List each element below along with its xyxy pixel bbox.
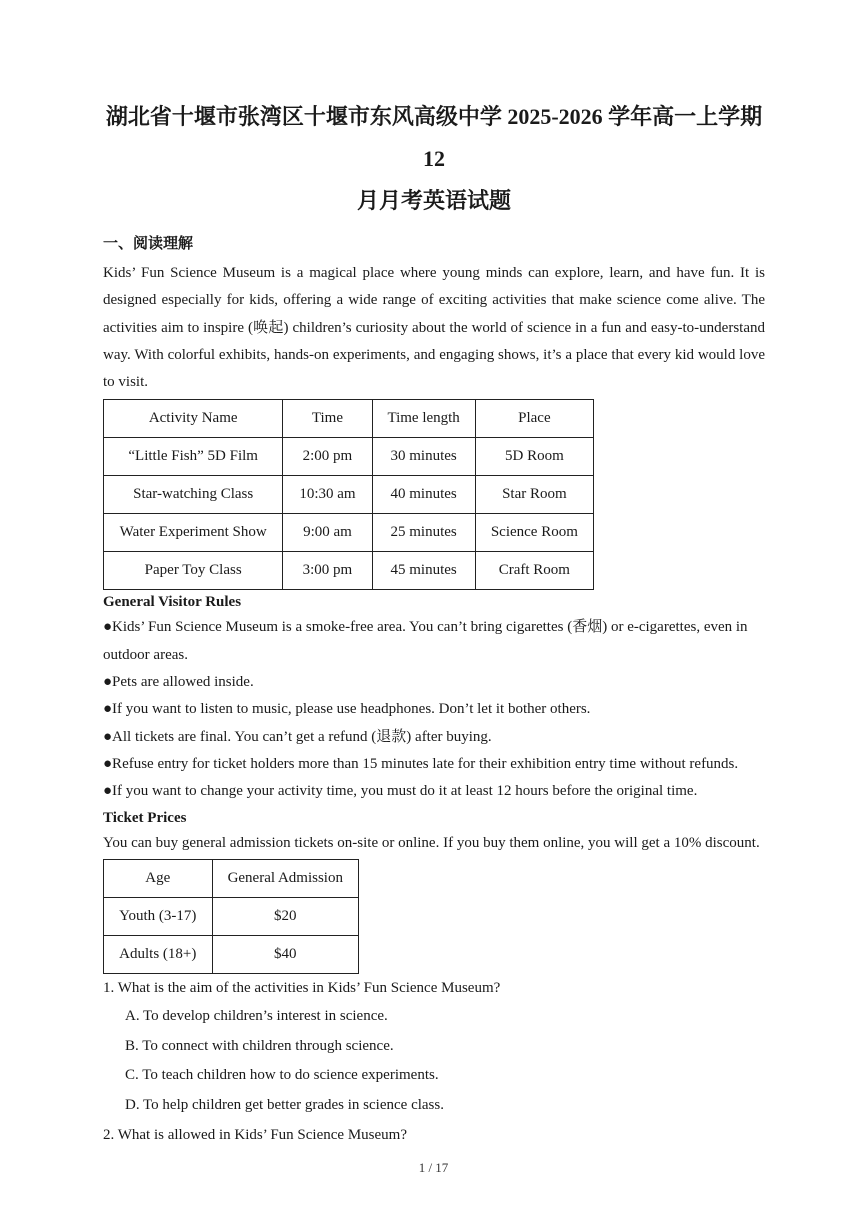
table-cell: Star-watching Class [104,476,283,514]
page-number: 1 / 17 [418,1160,449,1175]
table-header-row [104,400,594,438]
table-cell: $20 [212,897,358,935]
section-heading: 一、阅读理解 [103,236,194,252]
table-header-row [104,859,359,897]
option-c: C. To teach children how to do science experiments. [125,1067,439,1084]
table-cell: 45 minutes [372,552,475,590]
intro-paragraph: Kids’ Fun Science Museum is a magical place where young minds can explore, learn, and have fun. It is designed especially for kids, offering a wide range of exciting activities that make science come alive. The activities aim to inspire (唤起) children’s curiosity about the world of science in a fun and easy-to-understand way. With colorful exhibits, hands-on experiments, and engaging shows, it’s a place that every kid would love to visit. [103,265,765,391]
table-header-cell: General Admission [212,859,358,897]
table-cell: $40 [212,935,358,973]
table-cell: Craft Room [475,552,593,590]
question-1-options [103,1002,765,1121]
table-cell: 10:30 am [283,476,372,514]
table-row [104,476,594,514]
table-cell: Paper Toy Class [104,552,283,590]
rules-list [103,614,765,805]
table-cell: 25 minutes [372,514,475,552]
table-cell: 9:00 am [283,514,372,552]
table-row [104,514,594,552]
table-cell: Youth (3-17) [104,897,213,935]
ticket-heading: Ticket Prices [103,809,187,826]
table-cell: Science Room [475,514,593,552]
document-title [103,96,765,222]
table-cell: Star Room [475,476,593,514]
option-b: B. To connect with children through science. [125,1037,394,1054]
document-page [103,96,765,1149]
table-row [104,897,359,935]
table-cell: 5D Room [475,438,593,476]
table-cell: “Little Fish” 5D Film [104,438,283,476]
option-d: D. To help children get better grades in science class. [125,1096,444,1113]
table-cell: 40 minutes [372,476,475,514]
question-2: 2. What is allowed in Kids’ Fun Science Museum? [103,1126,407,1143]
table-row [104,552,594,590]
title-line-2: 月月考英语试题 [356,188,511,213]
rule-item: ●Pets are allowed inside. [103,674,254,691]
table-cell: 2:00 pm [283,438,372,476]
title-line-1: 湖北省十堰市张湾区十堰市东风高级中学 2025-2026 学年高一上学期 12 [105,104,763,171]
table-header-cell: Time [283,400,372,438]
table-header-cell: Time length [372,400,475,438]
rule-item: ●If you want to listen to music, please use headphones. Don’t let it bother others. [103,701,591,718]
table-cell: Water Experiment Show [104,514,283,552]
table-cell: 30 minutes [372,438,475,476]
table-header-cell: Place [475,400,593,438]
question-1: 1. What is the aim of the activities in Kids’ Fun Science Museum? [103,979,501,996]
option-a: A. To develop children’s interest in science. [125,1007,388,1024]
rule-item: ●All tickets are final. You can’t get a refund (退款) after buying. [103,728,492,745]
rules-heading: General Visitor Rules [103,594,242,611]
rule-item: ●Refuse entry for ticket holders more than 15 minutes late for their exhibition entry time without refunds. [103,755,739,772]
table-cell: Adults (18+) [104,935,213,973]
table-row [104,438,594,476]
table-row [104,935,359,973]
table-header-cell: Age [104,859,213,897]
table-cell: 3:00 pm [283,552,372,590]
ticket-price-table [103,859,359,974]
rule-item: ●If you want to change your activity time, you must do it at least 12 hours before the original time. [103,783,698,800]
activity-table [103,399,594,590]
rule-item: ●Kids’ Fun Science Museum is a smoke-free area. You can’t bring cigarettes (香烟) or e-cigarettes, even in outdoor areas. [103,619,748,663]
ticket-note: You can buy general admission tickets on-site or online. If you buy them online, you will get a 10% discount. [103,834,760,851]
table-header-cell: Activity Name [104,400,283,438]
